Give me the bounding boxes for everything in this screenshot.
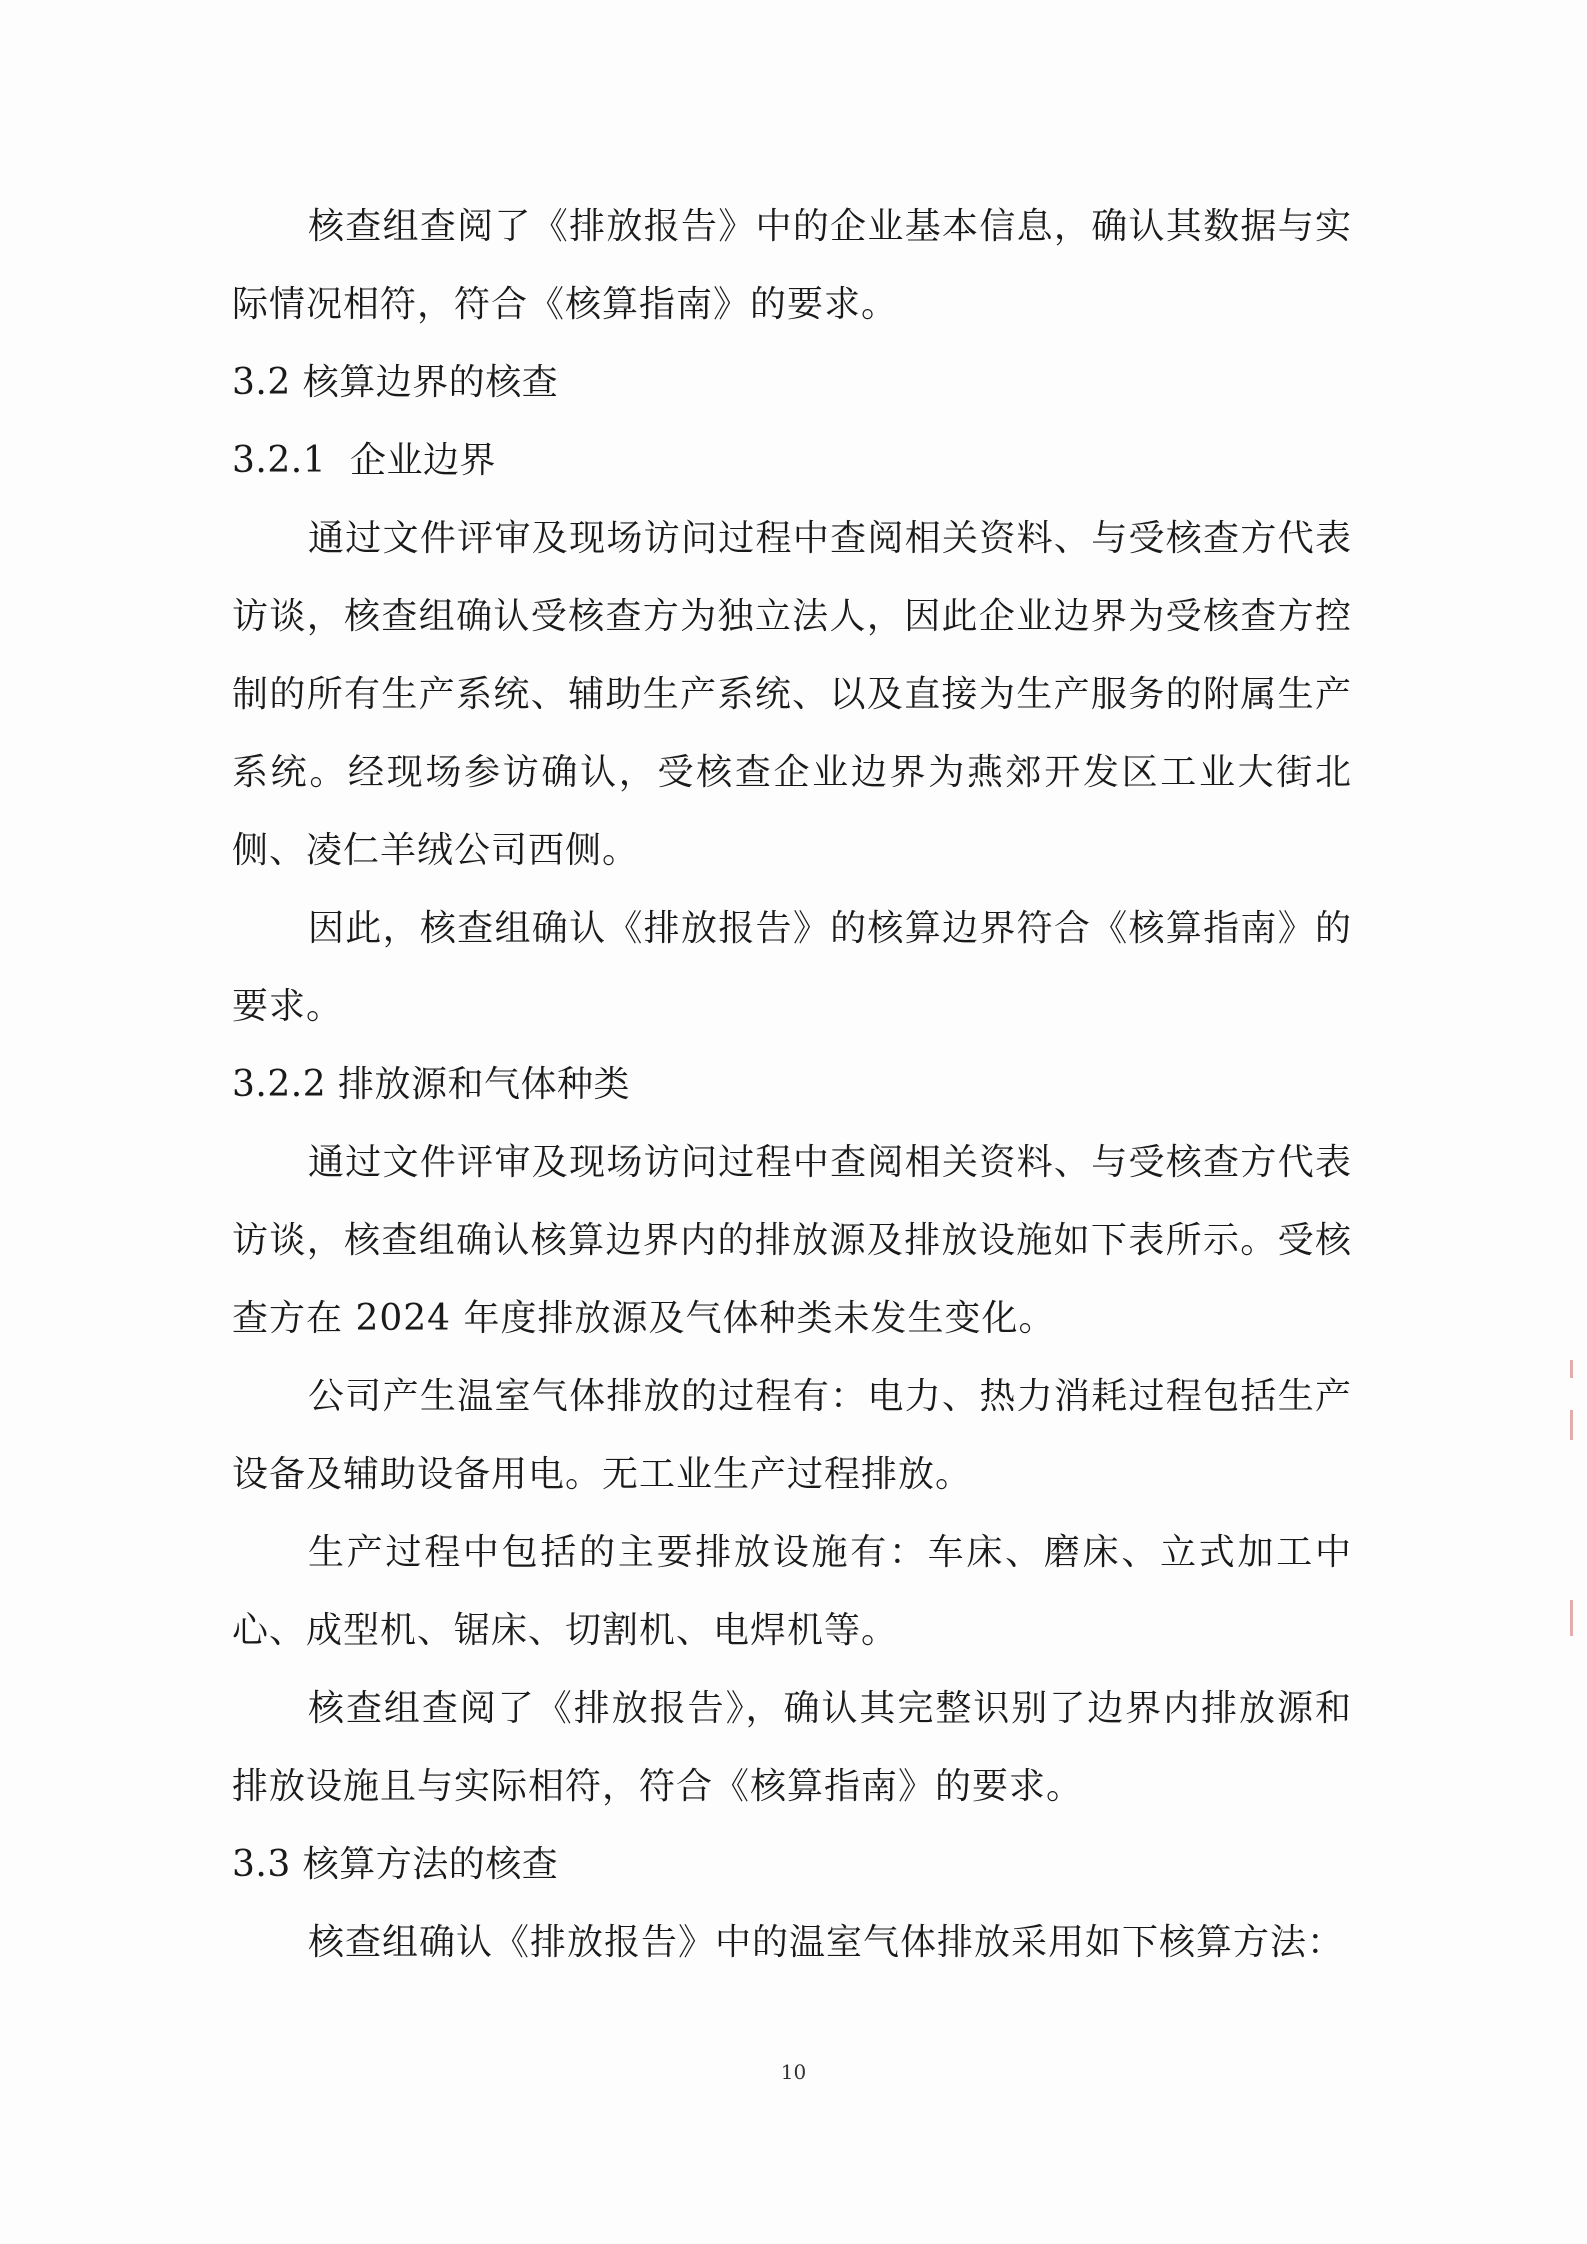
section-heading-3-2-2: 3.2.2 排放源和气体种类 [232,1064,631,1105]
seal-edge-mark [1570,1410,1573,1440]
paragraph-enterprise-boundary: 通过文件评审及现场访问过程中查阅相关资料、与受核查方代表访谈，核查组确认受核查方为独立法人，因此企业边界为受核查方控制的所有生产系统、辅助生产系统、以及直接为生产服务的附属生产系统。经现场参访确认，受核查企业边界为燕郊开发区工业大街北侧、凌仁羊绒公司西侧。 [232,518,1352,871]
document-body [232,188,1352,1982]
paragraph-emission-facilities: 生产过程中包括的主要排放设施有：车床、磨床、立式加工中心、成型机、锯床、切割机、电焊机等。 [232,1532,1352,1651]
section-heading-3-2: 3.2 核算边界的核查 [232,362,559,403]
paragraph-boundary-conclusion: 因此，核查组确认《排放报告》的核算边界符合《核算指南》的要求。 [232,908,1352,1027]
seal-edge-mark [1570,1600,1573,1636]
section-heading-3-2-1: 3.2.1 企业边界 [232,440,496,481]
paragraph-emission-sources: 通过文件评审及现场访问过程中查阅相关资料、与受核查方代表访谈，核查组确认核算边界内的排放源及排放设施如下表所示。受核查方在 2024 年度排放源及气体种类未发生变化。 [232,1142,1352,1339]
paragraph-sources-conclusion: 核查组查阅了《排放报告》，确认其完整识别了边界内排放源和排放设施且与实际相符，符合《核算指南》的要求。 [232,1688,1352,1807]
page-number: 10 [780,2060,807,2084]
section-heading-3-3: 3.3 核算方法的核查 [232,1844,559,1885]
seal-edge-mark [1570,1360,1573,1378]
paragraph-emission-processes: 公司产生温室气体排放的过程有：电力、热力消耗过程包括生产设备及辅助设备用电。无工业生产过程排放。 [232,1376,1352,1495]
paragraph-accounting-method: 核查组确认《排放报告》中的温室气体排放采用如下核算方法： [308,1922,1345,1963]
paragraph-basic-info-check: 核查组查阅了《排放报告》中的企业基本信息，确认其数据与实际情况相符，符合《核算指南》的要求。 [232,206,1352,325]
